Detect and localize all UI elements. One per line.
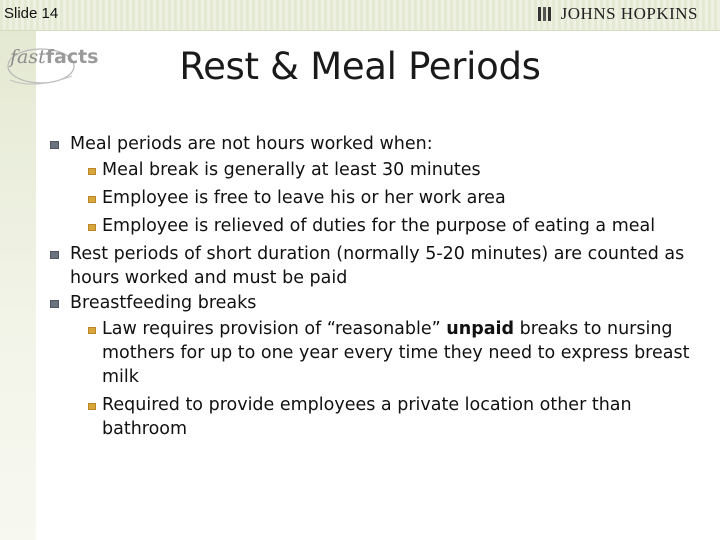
square-bullet-icon (88, 196, 96, 203)
square-bullet-icon (50, 300, 59, 308)
square-bullet-icon (88, 168, 96, 175)
square-bullet-icon (88, 224, 96, 231)
square-bullet-icon (50, 251, 59, 259)
slide-title: Rest & Meal Periods (179, 45, 541, 88)
unpaid-emphasis: unpaid (446, 319, 515, 339)
square-bullet-icon (88, 403, 96, 410)
sub-bullet-item (70, 186, 710, 210)
sub-bullet-item (70, 317, 710, 389)
bullet-text: Meal periods are not hours worked when: (70, 134, 433, 154)
sub-bullet-text: Employee is relieved of duties for the purpose of eating a meal (102, 216, 656, 236)
logo-text: JOHNS HOPKINS (560, 4, 698, 23)
slide-content (50, 132, 710, 445)
square-bullet-icon (88, 327, 96, 334)
top-header-band (0, 0, 720, 31)
sub-bullet-item (70, 393, 710, 441)
bullet-text: Breastfeeding breaks (70, 293, 257, 313)
sub-bullet-text: Employee is free to leave his or her work area (102, 188, 506, 208)
slide-number-label: Slide 14 (4, 5, 59, 22)
sub-bullet-item (70, 158, 710, 182)
sub-bullet-list (70, 158, 710, 238)
sub-bullet-list (70, 317, 710, 441)
sub-bullet-text: Required to provide employees a private location other than bathroom (102, 395, 632, 439)
bullet-text: Rest periods of short duration (normally 5-20 minutes) are counted as hours worked and must be paid (70, 244, 685, 288)
square-bullet-icon (50, 141, 59, 149)
sub-bullet-item (70, 214, 710, 238)
sub-bullet-text: Meal break is generally at least 30 minutes (102, 160, 481, 180)
johns-hopkins-logo (537, 4, 698, 24)
sub-bullet-text-before: Law requires provision of “reasonable” (102, 319, 447, 339)
bullet-list (50, 132, 710, 441)
hopkins-shield-icon (537, 5, 553, 23)
bullet-item (50, 132, 710, 238)
fast-word: fast (10, 46, 46, 68)
facts-word: facts (45, 46, 99, 68)
bullet-item (50, 291, 710, 441)
sub-bullet-text-after: breaks to nursing mothers for up to one year every time they need to express breast milk (102, 319, 690, 387)
bullet-item (50, 242, 710, 290)
